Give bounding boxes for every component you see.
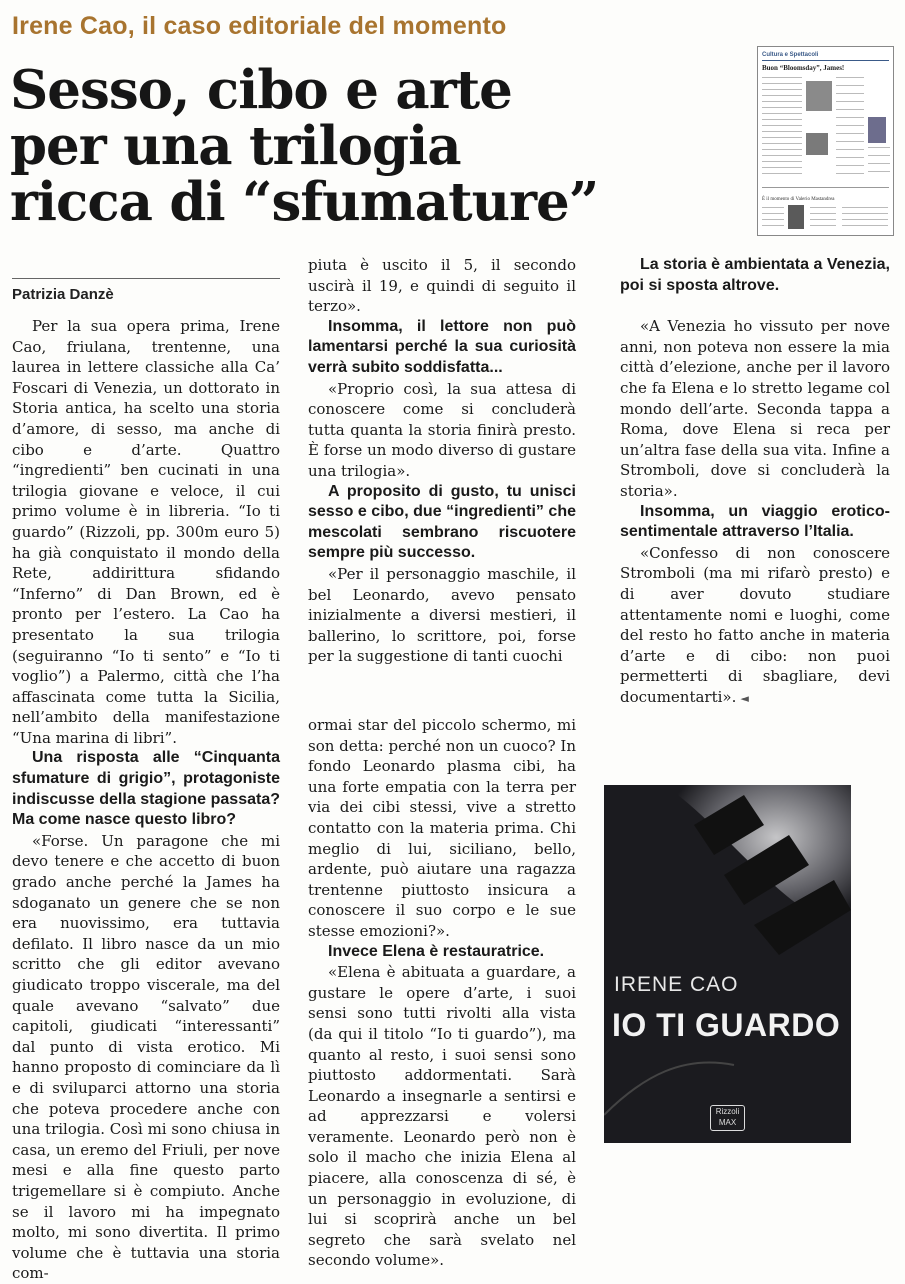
- article-column-2-top: [308, 255, 576, 667]
- question: Invece Elena è restauratrice.: [328, 942, 545, 960]
- paragraph: «Per il personaggio maschile, il bel Leonardo, avevo pensato inizialmente a diversi mestieri, il ballerino, lo scrittore, poi, forse per la suggestione di tanti cuochi: [308, 564, 576, 666]
- article-column-3: [620, 255, 890, 709]
- headline-line: per una trilogia: [10, 115, 461, 177]
- thumbnail-subtitle: È il momento di Valerio Mastandrea: [762, 197, 835, 202]
- paragraph-text: «Confesso di non conoscere Stromboli (ma mi rifarò presto) e di aver dovuto studiare attentamente nomi e luoghi, come del resto ho fatto anche in materia d’arte e di cibo: non puoi permetterti di sbagliare, devi documentarti».: [620, 543, 890, 706]
- publisher-logo: [710, 1105, 745, 1131]
- paragraph: [620, 543, 890, 710]
- question: A proposito di gusto, tu unisci sesso e cibo, due “ingredienti” che mescolati sembrano riscuotere sempre più successo.: [308, 482, 576, 562]
- end-mark-icon: ◄: [740, 691, 749, 705]
- question: Insomma, il lettore non può lamentarsi perché la sua curiosità verrà subito soddisfatta...: [308, 317, 576, 376]
- headline: [10, 59, 610, 233]
- book-author: IRENE CAO: [614, 973, 739, 996]
- kicker: Irene Cao, il caso editoriale del momento: [12, 12, 507, 40]
- article-column-2-bottom: [308, 715, 576, 1271]
- thumbnail-title: Buon “Bloomsday”, James!: [762, 64, 845, 72]
- paragraph: «Forse. Un paragone che mi devo tenere e che accetto di buon grado anche perché la James ha sdoganato un genere che se non era nuovissimo, era tuttavia defilato. Il libro nasce da un mio scritto che gli editor avevano giudicato troppo viscerale, ma del quale avevano “salvato” due capitoli, giudicati “interessanti” dal punto di vista erotico. Mi hanno proposto di cominciare da lì e di sviluparci attorno una storia che poteva procedere anche con una trilogia. Così mi sono chiusa in casa, un eremo del Friuli, per nove mesi e alla fine questo parto trigemellare si è compiuto. Anche se il lavoro mi ha impegnato molto, mi sono divertita. Il primo volume che è tuttavia una storia com-: [12, 831, 280, 1283]
- headline-line: Sesso, cibo e arte: [10, 59, 512, 121]
- paragraph: «A Venezia ho vissuto per nove anni, non poteva non essere la mia città d’elezione, anche per il lavoro che fa Elena e lo stretto legame col mondo dell’arte. Seconda tappa a Roma, dove Elena si reca per un’altra fase della sua vita. Infine a Stromboli, dove si concluderà la storia».: [620, 317, 890, 500]
- headline-line: ricca di “sfumature”: [10, 171, 599, 233]
- thumbnail-section: Cultura e Spettacoli: [762, 52, 819, 58]
- question: Una risposta alle “Cinquanta sfumature di grigio”, protagoniste indiscusse della stagione passata? Ma come nasce questo libro?: [12, 749, 280, 829]
- byline: Patrizia Danzè: [12, 286, 114, 303]
- publisher-imprint: MAX: [718, 1118, 737, 1127]
- paragraph: ormai star del piccolo schermo, mi son detta: perché non un cuoco? In fondo Leonardo plasma cibi, ha una forte empatia con la terra per via dei cibi stessi, vive a stretto contatto con la materia prima. Chi meglio di lui, siciliano, bello, ardente, può aiutare una ragazza trentenne piuttosto insicura a conoscere il suo corpo e le sue stesse emozioni?».: [308, 716, 576, 940]
- question: La storia è ambientata a Venezia, poi si sposta altrove.: [620, 256, 890, 294]
- question: Insomma, un viaggio erotico-sentimentale attraverso l’Italia.: [620, 502, 890, 541]
- article-column-1: [12, 316, 280, 1284]
- book-title: IO TI GUARDO: [612, 1007, 841, 1043]
- book-cover-art: [604, 785, 851, 1143]
- page-thumbnail: [757, 46, 894, 236]
- publisher-name: Rizzoli: [715, 1107, 740, 1116]
- paragraph: Per la sua opera prima, Irene Cao, friulana, trentenne, una laurea in lettere classiche alla Ca’ Foscari di Venezia, un dottorato in Storia antica, ha scelto una storia d’amore, di sesso, ma anche di cibo e d’arte. Quattro “ingredienti” ben cucinati in una trilogia giovane e veloce, il cui primo volume è in libreria. “Io ti guardo” (Rizzoli, pp. 300m euro 5) ha già conquistato il mondo della Rete, addirittura sfidando “Inferno” di Dan Brown, ed è pronto per l’estero. La Cao ha presentato la sua trilogia (seguiranno “Io ti sento” e “Io ti voglio”) a Palermo, città che l’ha affascinata come tutta la Sicilia, nell’ambito della manifestazione “Una marina di libri”.: [12, 317, 280, 747]
- paragraph: «Proprio così, la sua attesa di conoscere come si concluderà tutta quanta la storia finirà presto. È forse un modo diverso di gustare una trilogia».: [308, 379, 576, 480]
- paragraph: «Elena è abituata a guardare, a gustare le opere d’arte, i suoi sensi sono tutti rivolti alla vista (da qui il titolo “Io ti guardo”), ma quanto al resto, i suoi sensi sono piuttosto addormentati. Sarà Leonardo a insegnarle a sentirsi e ad apprezzarsi e volersi veramente. Leonardo però non è solo il macho che inizia Elena al piacere, alla conoscenza di sé, è un personaggio in evoluzione, di lui si scoprirà anche un bel segreto che sarà svelato nel secondo volume».: [308, 963, 576, 1270]
- book-cover: [604, 785, 851, 1143]
- paragraph: piuta è uscito il 5, il secondo uscirà il 19, e quindi di seguito il terzo».: [308, 256, 576, 316]
